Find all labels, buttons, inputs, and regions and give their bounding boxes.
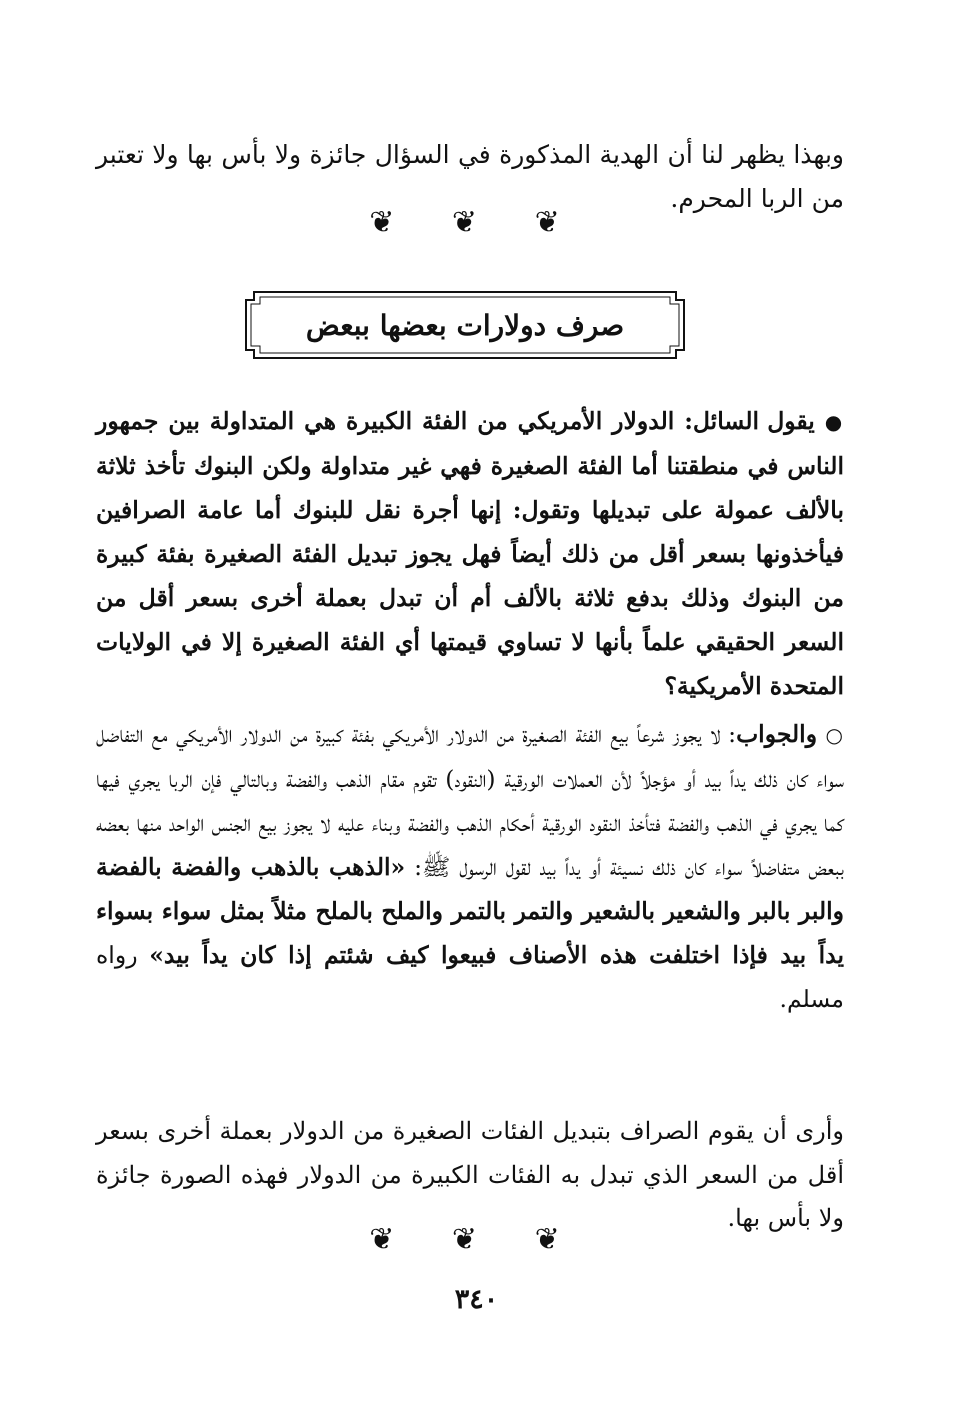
page-number: ٣٤٠ bbox=[454, 1284, 499, 1315]
question-paragraph bbox=[96, 399, 844, 708]
hadith-source: رواه مسلم. bbox=[96, 940, 844, 1013]
circle-icon: ○ bbox=[825, 722, 845, 747]
bullet-icon: ● bbox=[824, 409, 844, 434]
answer-text: : لا يجوز شرعاً بيع الفئة الصغيرة من الدولار الأمريكي بفئة كبيرة من الدولار الأمريكي مع التفاضل سواء كان ذلك يداً بيد أو مؤجلاً لأن العملات الورقية (النقود) تقوم مقام الذهب والفضة وبالتالي فإن الربا يجري فيها كما يجري في الذهب والفضة فتأخذ النقود الورقية أحكام الذهب والفضة وبناء عليه لا يجوز بيع الجنس الواحد منها بعضه ببعض متفاضلاً سواء كان ذلك نسيئة أو يداً بيد لقول الرسول ﷺ: bbox=[96, 719, 844, 881]
final-paragraph: وأرى أن يقوم الصراف بتبديل الفئات الصغيرة من الدولار بعملة أخرى بسعر أقل من السعر الذي تبدل به الفئات الكبيرة من الدولار فهذه الصورة جائزة ولا بأس بها. bbox=[96, 1117, 844, 1232]
hadith-quote: «الذهب بالذهب والفضة بالفضة والبر بالبر والشعير بالشعير والتمر بالتمر والملح بالملح مثلاً بمثل سواء بسواء يداً بيد فإذا اختلفت هذه الأصناف فبيعوا كيف شئتم إذا كان يداً بيد» bbox=[96, 852, 844, 969]
ornament-divider-top: ❦ ❦ ❦ bbox=[369, 205, 584, 240]
section-title: صرف دولارات بعضها ببعض bbox=[305, 308, 625, 342]
answer-paragraph bbox=[96, 712, 844, 1021]
section-title-frame bbox=[244, 290, 686, 360]
question-text: يقول السائل: الدولار الأمريكي من الفئة الكبيرة هي المتداولة بين جمهور الناس في منطقتنا أما الفئة الصغيرة فهي غير متداولة ولكن البنوك تأخذ ثلاثة بالألف عمولة على تبديلها وتقول: إنها أجرة نقل للبنوك أما عامة الصرافين فيأخذونها بسعر أقل من ذلك أيضاً فهل يجوز تبديل الفئة الصغيرة بفئة كبيرة من البنوك وذلك بدفع ثلاثة بالألف أم أن تبدل بعملة أخرى بسعر أقل من السعر الحقيقي علماً بأنها لا تساوي قيمتها أي الفئة الصغيرة إلا في الولايات المتحدة الأمريكية؟ bbox=[96, 406, 844, 700]
ornament-divider-bottom: ❦ ❦ ❦ bbox=[369, 1222, 584, 1257]
answer-label: والجواب bbox=[736, 719, 818, 748]
intro-paragraph: وبهذا يظهر لنا أن الهدية المذكورة في السؤال جائزة ولا بأس بها ولا تعتبر من الربا المحرم. bbox=[96, 140, 844, 213]
